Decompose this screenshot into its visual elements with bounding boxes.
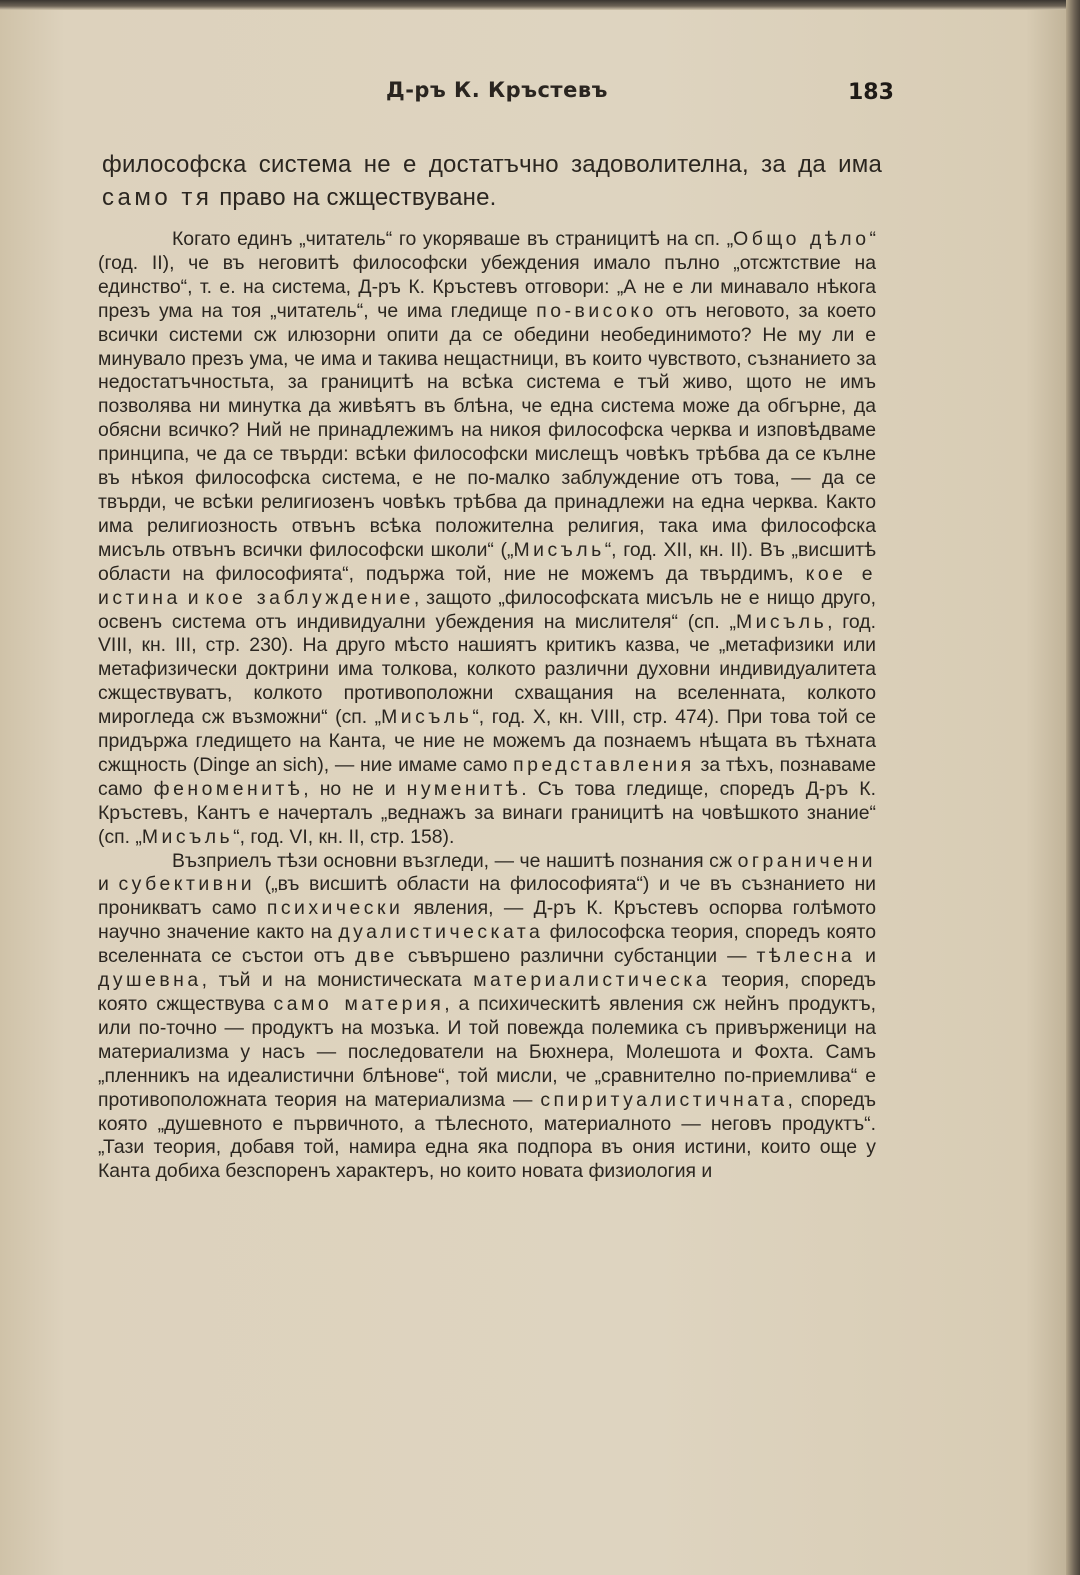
text-run: философска теория, споредъ която вселенната се състои отъ: [98, 921, 876, 968]
spaced-emphasis: тѣлесна: [756, 945, 856, 968]
text-run: и: [98, 873, 119, 896]
spaced-emphasis: само материя: [273, 993, 445, 1015]
book-spine-shadow: [1066, 0, 1080, 1575]
lead-paragraph: [102, 148, 882, 214]
spaced-emphasis: душевна: [98, 969, 202, 992]
text-run: философска система не е достатъчно задоволителна, за да има: [102, 151, 882, 178]
spaced-emphasis: представления: [513, 753, 695, 776]
text-run: явления, — Д-ръ К. Кръстевъ оспорва голѣмото научно значение както на: [98, 897, 877, 944]
page-header: [0, 78, 1080, 118]
page-number: 183: [848, 80, 894, 105]
spaced-emphasis: по-високо: [536, 299, 657, 322]
spaced-emphasis: Мисъль: [513, 538, 605, 561]
text-run: “, год. VI, кн. II, стр. 158).: [233, 825, 455, 848]
text-run: Когато единъ „читатель“ го укоряваше въ страницитѣ на сп. „: [172, 228, 734, 250]
spaced-emphasis: ограничени: [737, 849, 876, 872]
page-top-edge: [0, 0, 1080, 10]
spaced-emphasis: кое заблуждение: [205, 586, 414, 609]
text-run: “, год. XII, кн. II). Въ „висшитѣ области на философията“, подържа той, ние не можемъ да твърдимъ,: [98, 538, 876, 585]
spaced-emphasis: феноменитѣ: [153, 777, 304, 800]
text-run: . Съ това гледище, споредъ Д-ръ К. Кръстевъ, Кантъ е начерталъ „веднажъ за винаги границитѣ на човѣшкото знание“ (сп. „: [98, 777, 876, 848]
paragraph-1: [98, 228, 876, 850]
text-run: “, год. X, кн. VIII, стр. 474). При това той се придържа гледището на Канта, че ние не можемъ да познаемъ нѣщата въ тѣхната сжщность (Dinge an sich), — ние имаме само: [98, 706, 876, 776]
text-run: и: [855, 945, 876, 968]
spaced-emphasis: Мисъль: [381, 706, 473, 729]
text-run: , защото „философската мисъль не е нищо друго, освенъ система отъ индивидуални убеждения на мислителя“ (сп. „: [98, 586, 876, 633]
text-run: право на сжществуване.: [212, 184, 497, 211]
spaced-emphasis: дуалистическата: [338, 921, 544, 944]
running-head: Д-ръ К. Кръстевъ: [386, 78, 608, 102]
text-run: съвършено различни субстанции —: [397, 945, 757, 968]
text-run: Възприелъ тѣзи основни възгледи, — че нашитѣ познания сж: [172, 849, 738, 872]
spaced-emphasis: Мисъль: [735, 610, 828, 633]
body-text: [98, 228, 876, 1184]
text-run: теория, споредъ която сжществува: [98, 969, 876, 1015]
spaced-emphasis: нуменитѣ: [406, 777, 522, 800]
text-run: , а психическитѣ явления сж нейнъ продуктъ, или по-точно — продуктъ на мозъка. И той повежда полемика съ привърженици на материализма у насъ — последователи на Бюхнера, Молешота и Фохта. Самъ „пленникъ на идеалистични блѣнове“, той мисли, че „сравнително по-приемлива“ е противоположната теория на материализма —: [98, 993, 876, 1111]
text-run: отъ неговото, за което всички системи сж илюзорни опити да се обедини необединимото? Не му ли е минувало презъ ума, че има и такива нещастници, въ които чувството, съзнанието за недостатъчностьта, за границитѣ на всѣка система е тъй живо, щото не имъ позволява ни минутка да живѣятъ въ блѣна, че една система може да обгърне, да обясни всичко? Ний не принадлежимъ на никоя философска черква и изповѣдваме принципа, че да се твърди: всѣки философски мислещъ човѣкъ трѣбва да се кълне въ нѣкоя философска система, е не по-малко заблуждение отъ това, — да се твърди, че всѣки религиозенъ човѣкъ трѣбва да принадлежи на една черква. Както има религиозность отвънъ всѣка положителна религия, така има философска мисъль отвънъ всички философски школи“ („: [98, 299, 877, 561]
paragraph-2: [98, 850, 876, 1185]
spaced-emphasis: само тя: [102, 184, 213, 211]
text-run: , споредъ която „душевното е първичното, а тѣлесното, материалното — неговъ продуктъ“. „Тази теория, добавя той, намира една яка подпора въ ония истини, които още у Канта добиха безспоренъ характеръ, но които новата физиология и: [98, 1088, 876, 1183]
text-run: („въ висшитѣ области на философията“) и че въ съзнанието ни проникватъ само: [98, 873, 876, 920]
text-run: , год. VIII, кн. III, стр. 230). На друго мѣсто нашиятъ критикъ казва, че „метафизики или метафизически доктрини има толкова, колкото различни духовни индивидуалитета сжществуватъ, колкото противоположни схващания на вселенната, колкото мирогледа сж възможни“ (сп. „: [98, 610, 876, 729]
spaced-emphasis: кое е истина: [98, 562, 876, 609]
text-run: за тѣхъ, познаваме само: [98, 753, 877, 800]
spaced-emphasis: спиритуалистичната: [540, 1088, 788, 1111]
spaced-emphasis: Мисъль: [141, 825, 234, 848]
spaced-emphasis: субективни: [118, 873, 256, 896]
text-run: и: [180, 586, 206, 609]
text-run: , тъй и на монистическата: [201, 969, 474, 992]
text-run: “ (год. II), че въ неговитѣ философски убеждения имало пълно „отсжтствие на единство“, т. е. на система, Д-ръ К. Кръстевъ отговори: „А не е ли минавало нѣкога презъ ума на тоя „читатель“, че има гледище: [98, 228, 876, 322]
spaced-emphasis: материалистическа: [473, 969, 711, 992]
text-run: , но не и: [303, 777, 407, 800]
spaced-emphasis: две: [355, 945, 398, 968]
spaced-emphasis: Общо дѣло: [733, 228, 870, 250]
spaced-emphasis: психически: [266, 897, 404, 920]
